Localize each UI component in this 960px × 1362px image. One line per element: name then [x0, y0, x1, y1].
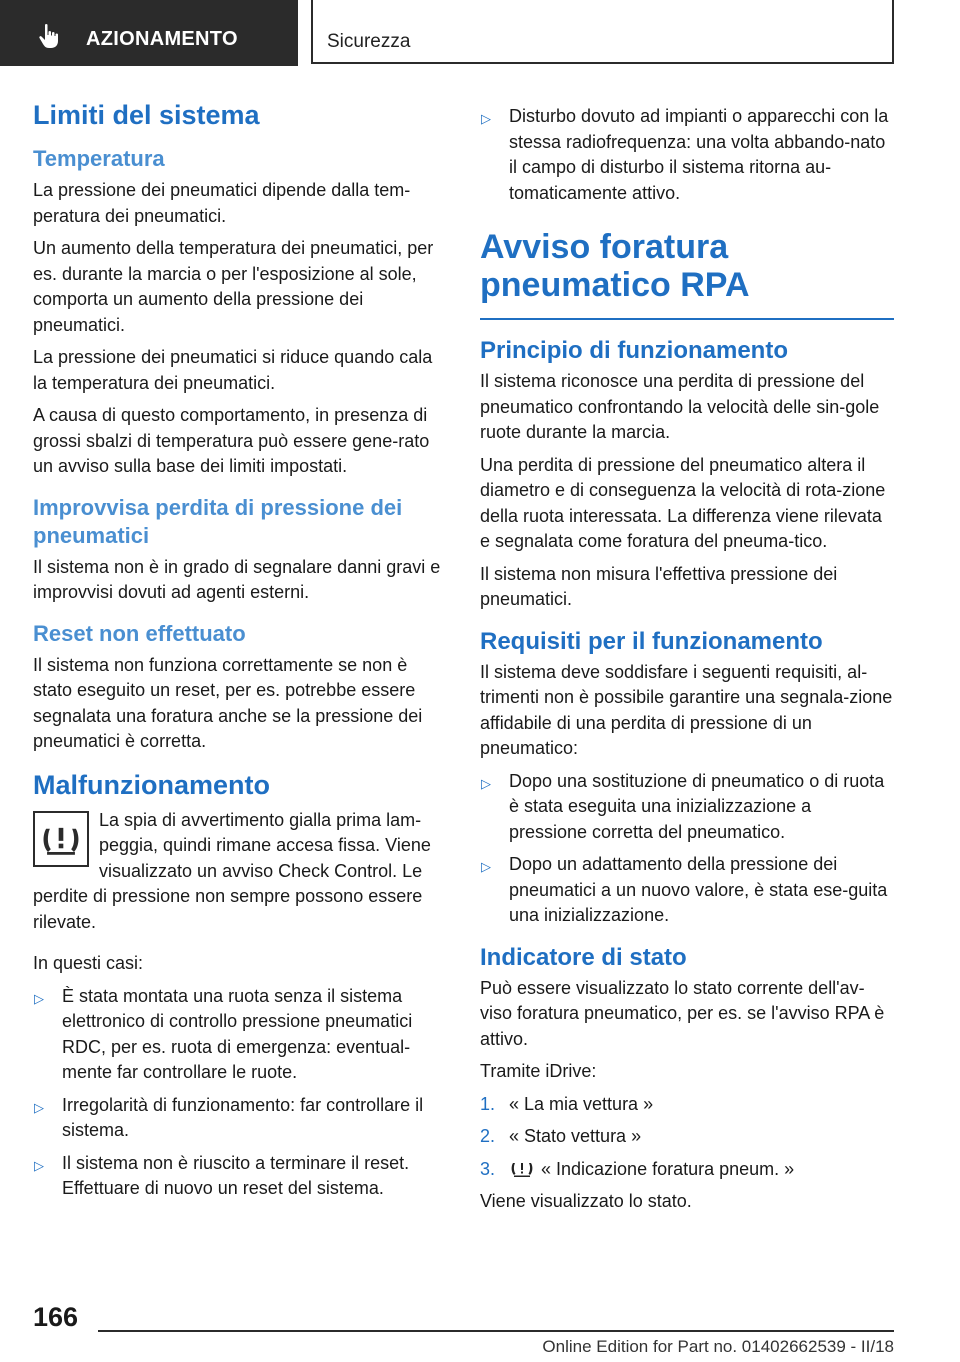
triangle-bullet-icon: ▷ [481, 111, 491, 126]
reset-heading: Reset non effettuato [33, 620, 246, 646]
temperature-paragraph-3: La pressione dei pneumatici si riduce quando cala la temperatura dei pneumatici. [33, 347, 433, 393]
triangle-bullet-icon: ▷ [481, 859, 491, 874]
temperature-paragraph-1: La pressione dei pneumatici dipende dalla tem-peratura dei pneumatici. [33, 180, 411, 226]
page-number: 166 [33, 1302, 79, 1332]
edition-footer: Online Edition for Part no. 01402662539 - II/18 [542, 1337, 894, 1356]
tire-pressure-warning-icon [33, 811, 89, 867]
status-paragraph-1: Può essere visualizzato lo stato corrente dell'av-viso foratura pneumatico, per es. se l'avviso RPA è attivo. [480, 977, 885, 1049]
status-heading: Indicatore di stato [480, 943, 687, 971]
chapter-tab [0, 0, 298, 66]
footer-divider [98, 1330, 894, 1332]
temperature-paragraph-2: Un aumento della temperatura dei pneumatici, per es. durante la marcia o per l'esposizione al sole, comporta un aumento della pressione dei pneumatici. [33, 238, 434, 335]
list-item: ▷ Disturbo dovuto ad impianti o apparecchi con la stessa radiofrequenza: una volta abbando-nato il campo di disturbo il sistema ritorna au-tomaticamente attivo. [481, 106, 889, 203]
reset-paragraph: Il sistema non funziona correttamente se non è stato eseguito un reset, per es. potrebbe essere segnalata una foratura anche se la pressione dei pneumatici è corretta. [33, 654, 423, 751]
list-item: ▷ Irregolarità di funzionamento: far controllare il sistema. [34, 1094, 424, 1140]
list-item: ▷ Il sistema non è riuscito a terminare il reset. Effettuare di nuovo un reset del sistema. [34, 1152, 410, 1198]
principle-heading: Principio di funzionamento [480, 337, 788, 364]
triangle-bullet-icon: ▷ [34, 1157, 44, 1173]
left-column [33, 100, 447, 1209]
sudden-loss-paragraph: Il sistema non è in grado di segnalare danni gravi e improvvisi dovuti ad agenti esterni. [33, 556, 441, 602]
list-item: 3. « Indicazione foratura pneum. » [480, 1158, 795, 1179]
list-item: ▷ È stata montata una ruota senza il sistema elettronico di controllo pressione pneumatici RDC, per es. ruota di emergenza: eventual-mente far controllare le ruote. [34, 985, 413, 1082]
requirements-paragraph: Il sistema deve soddisfare i seguenti requisiti, al-trimenti non è possibile garantire una segnala-zione affidabile di una perdita di pressione di un pneumatico: [480, 661, 893, 758]
sudden-loss-heading: Improvvisa perdita di pressione dei pneumatici [33, 494, 403, 548]
list-item: 2. « Stato vettura » [480, 1126, 642, 1146]
principle-paragraph-2: Una perdita di pressione del pneumatico altera il diametro e di conseguenza la velocità di rota-zione della ruota interessata. La differenza viene rilevata e segnalata come foratura del pneuma-tico. [480, 454, 886, 551]
right-column [480, 104, 894, 1222]
section-title: Limiti del sistema [33, 100, 260, 130]
status-paragraph-3: Viene visualizzato lo stato. [480, 1191, 692, 1211]
malfunction-warning-text-cont: perdite di pressione non sempre possono essere rilevate. [33, 886, 423, 932]
hand-pointer-icon [36, 22, 64, 50]
tire-pressure-icon [509, 1160, 535, 1178]
temperature-heading: Temperatura [33, 146, 165, 171]
chapter-title: Avviso foratura pneumatico RPA [480, 228, 894, 320]
chapter-tab-label: AZIONAMENTO [86, 28, 238, 50]
temperature-paragraph-4: A causa di questo comportamento, in presenza di grossi sbalzi di temperatura può essere gene-rato un avviso sulla base dei limiti impostati. [33, 405, 430, 476]
section-tab [311, 0, 894, 64]
principle-paragraph-3: Il sistema non misura l'effettiva pressione dei pneumatici. [480, 563, 838, 609]
page-header [0, 0, 960, 66]
triangle-bullet-icon: ▷ [34, 1099, 44, 1115]
list-item: ▷ Dopo una sostituzione di pneumatico o di ruota è stata eseguita una inizializzazione a pressione corretta del pneumatico. [481, 770, 885, 842]
principle-paragraph-1: Il sistema riconosce una perdita di pressione del pneumatico confrontando la velocità delle sin-gole ruote durante la marcia. [480, 371, 880, 442]
malfunction-intro: In questi casi: [33, 953, 144, 973]
requirements-list [480, 769, 894, 929]
status-paragraph-2: Tramite iDrive: [480, 1061, 597, 1081]
section-tab-label: Sicurezza [327, 31, 411, 52]
list-item: ▷ Dopo un adattamento della pressione dei pneumatici a un nuovo valore, è stata ese-guita una inizializzazione. [481, 854, 888, 925]
triangle-bullet-icon: ▷ [34, 990, 44, 1006]
malfunction-list [33, 984, 447, 1202]
malfunction-warning-text: La spia di avvertimento gialla prima lam-peggia, quindi rimane accesa fissa. Viene visualizzato un avviso Check Control. Le [99, 809, 431, 881]
triangle-bullet-icon: ▷ [481, 775, 491, 791]
requirements-heading: Requisiti per il funzionamento [480, 627, 823, 655]
malfunction-heading: Malfunzionamento [33, 769, 270, 800]
continued-list [480, 104, 894, 206]
list-item: 1. « La mia vettura » [480, 1093, 654, 1114]
idrive-steps [480, 1092, 894, 1183]
